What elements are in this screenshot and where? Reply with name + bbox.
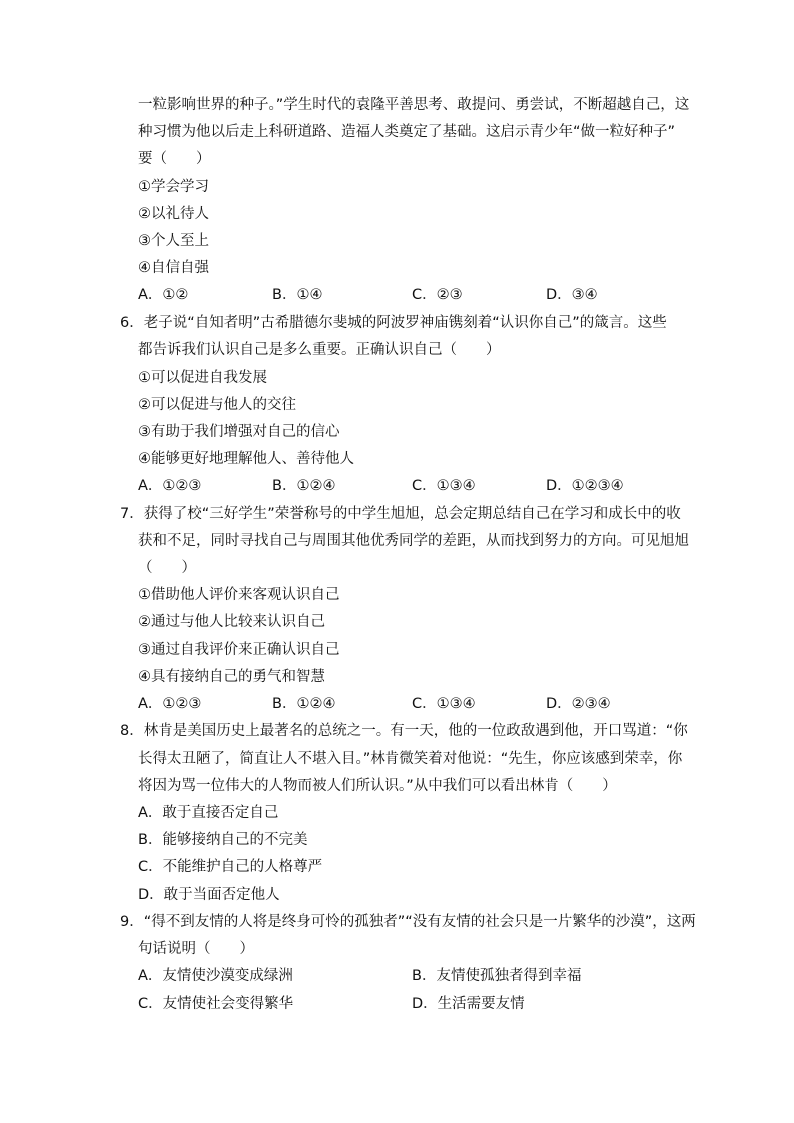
- question-5-text-line-3: 要（ ）: [138, 151, 211, 167]
- question-7-text-line-2: 获和不足，同时寻找自己与周围其他优秀同学的差距，从而找到努力的方向。可见旭旭: [138, 533, 689, 549]
- question-7-statement-4: ④具有接纳自己的勇气和智慧: [138, 669, 325, 685]
- question-6-statement-3: ③有助于我们增强对自己的信心: [138, 424, 340, 440]
- question-7-statement-2: ②通过与他人比较来认识自己: [138, 614, 325, 630]
- question-7-text-line-3: （ ）: [138, 560, 196, 576]
- question-8-text-line-1: 8．林肯是美国历史上最著名的总统之一。有一天，他的一位政敌遇到他，开口骂道：“你: [120, 723, 688, 739]
- question-7-statement-1: ①借助他人评价来客观认识自己: [138, 587, 340, 603]
- question-5-text-line-2: 种习惯为他以后走上科研道路、造福人类奠定了基础。这启示青少年“做一粒好种子”: [138, 124, 676, 140]
- question-9-text-line-2: 句话说明（ ）: [138, 941, 254, 957]
- question-6-statement-1: ①可以促进自我发展: [138, 370, 267, 386]
- question-7-text-line-1: 7．获得了校“三好学生”荣誉称号的中学生旭旭，总会定期总结自己在学习和成长中的收: [120, 506, 681, 522]
- question-6-statement-4: ④能够更好地理解他人、善待他人: [138, 451, 354, 467]
- question-5-text-line-1: 一粒影响世界的种子。”学生时代的袁隆平善思考、敢提问、勇尝试，不断超越自己，这: [138, 97, 690, 113]
- question-8-text-line-3: 将因为骂一位伟大的人物而被人们所认识。”从中我们可以看出林肯（ ）: [138, 778, 617, 794]
- question-9-option-d[interactable]: D．生活需要友情: [412, 996, 525, 1012]
- question-9-option-b[interactable]: B．友情使孤独者得到幸福: [412, 968, 582, 984]
- question-6-option-b[interactable]: B．①②④: [272, 478, 336, 494]
- question-5-option-c[interactable]: C．②③: [412, 287, 463, 303]
- question-7-statement-3: ③通过自我评价来正确认识自己: [138, 642, 340, 658]
- question-9-text-line-1: 9．“得不到友情的人将是终身可怜的孤独者”“没有友情的社会只是一片繁华的沙漠”，这两: [120, 914, 696, 930]
- question-5-statement-4: ④自信自强: [138, 260, 209, 276]
- question-6-text-line-2: 都告诉我们认识自己是多么重要。正确认识自己（ ）: [138, 342, 501, 358]
- question-9-option-c[interactable]: C．友情使社会变得繁华: [138, 996, 294, 1012]
- question-7-option-d[interactable]: D．②③④: [546, 696, 611, 712]
- question-7-option-c[interactable]: C．①③④: [412, 696, 476, 712]
- question-6-option-a[interactable]: A．①②③: [138, 478, 202, 494]
- question-5-option-a[interactable]: A．①②: [138, 287, 189, 303]
- question-6-option-d[interactable]: D．①②③④: [546, 478, 624, 494]
- question-7-option-b[interactable]: B．①②④: [272, 696, 336, 712]
- question-8-option-a[interactable]: A．敢于直接否定自己: [138, 805, 279, 821]
- question-9-option-a[interactable]: A．友情使沙漠变成绿洲: [138, 968, 293, 984]
- question-8-text-line-2: 长得太丑陋了，简直让人不堪入目。”林肯微笑着对他说：“先生，你应该感到荣幸，你: [138, 751, 683, 767]
- question-5-statement-2: ②以礼待人: [138, 206, 209, 222]
- question-6-statement-2: ②可以促进与他人的交往: [138, 397, 296, 413]
- question-6-option-c[interactable]: C．①③④: [412, 478, 476, 494]
- question-8-option-c[interactable]: C．不能维护自己的人格尊严: [138, 859, 323, 875]
- question-5-option-d[interactable]: D．③④: [546, 287, 598, 303]
- question-7-option-a[interactable]: A．①②③: [138, 696, 202, 712]
- question-5-statement-1: ①学会学习: [138, 179, 209, 195]
- question-6-text-line-1: 6．老子说“自知者明”古希腊德尔斐城的阿波罗神庙镌刻着“认识你自己”的箴言。这些: [120, 315, 667, 331]
- question-8-option-d[interactable]: D．敢于当面否定他人: [138, 887, 280, 903]
- question-5-statement-3: ③个人至上: [138, 233, 209, 249]
- question-8-option-b[interactable]: B．能够接纳自己的不完美: [138, 832, 308, 848]
- question-5-option-b[interactable]: B．①④: [272, 287, 323, 303]
